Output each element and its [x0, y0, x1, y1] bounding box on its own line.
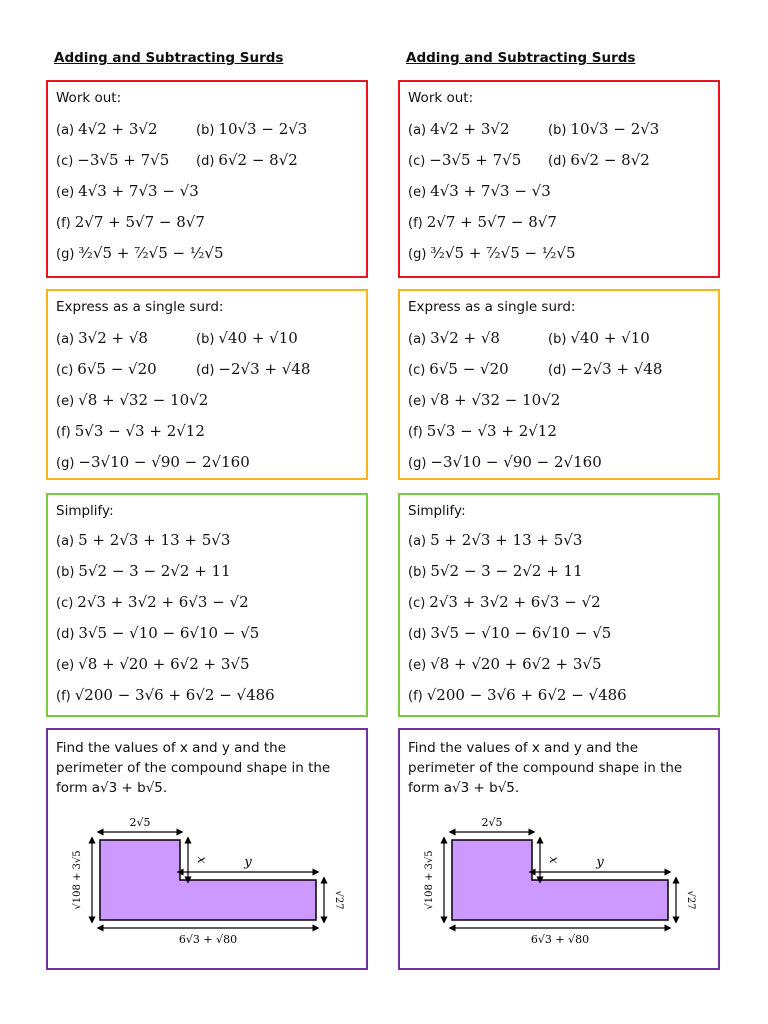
question-expression: 5 + 2√3 + 13 + 5√3: [430, 531, 583, 549]
question-expression: 2√3 + 3√2 + 6√3 − √2: [77, 593, 249, 611]
top-dimension-label: 2√5: [481, 816, 503, 829]
question-expression: 5√2 − 3 − 2√2 + 11: [78, 562, 231, 580]
question-label: (g): [408, 456, 427, 471]
compound-shape-diagram: [420, 810, 700, 950]
question-row: [408, 151, 650, 169]
question-label: (f): [408, 216, 423, 231]
question-label: (e): [56, 658, 75, 673]
question-row: [56, 360, 311, 378]
question-label: (c): [408, 596, 426, 611]
work-out-intro: Work out:: [408, 90, 474, 106]
question-expression: 2√7 + 5√7 − 8√7: [74, 213, 205, 231]
question-expression: 6√2 − 8√2: [218, 151, 298, 169]
question-row: [56, 531, 230, 549]
question-expression: 3√2 + √8: [78, 329, 148, 347]
question-row: [408, 593, 601, 611]
question-row: [408, 213, 557, 231]
question-expression: ³⁄₂√5 + ⁷⁄₂√5 − ½√5: [430, 244, 576, 262]
question-label: (d): [196, 154, 215, 169]
work-out-intro: Work out:: [56, 90, 122, 106]
right-dimension-label: √27: [685, 890, 696, 910]
question-expression: 3√5 − √10 − 6√10 − √5: [430, 624, 612, 642]
question-expression: 5√3 − √3 + 2√12: [426, 422, 557, 440]
question-label: (a): [56, 332, 75, 347]
question-expression: 5√3 − √3 + 2√12: [74, 422, 205, 440]
question-expression: √40 + √10: [570, 329, 650, 347]
question-row: [408, 360, 663, 378]
question-label: (a): [408, 332, 427, 347]
worksheet-heading: Adding and Subtracting Surds: [406, 50, 636, 66]
question-expression: 3√2 + √8: [430, 329, 500, 347]
work-out-box: [46, 80, 368, 278]
question-row: [408, 686, 627, 704]
question-row: [408, 655, 602, 673]
question-row: [56, 244, 224, 262]
question-expression: √8 + √20 + 6√2 + 3√5: [78, 655, 250, 673]
question-label: (f): [56, 689, 71, 704]
question-expression: √200 − 3√6 + 6√2 − √486: [74, 686, 275, 704]
question-expression: √40 + √10: [218, 329, 298, 347]
single-surd-intro: Express as a single surd:: [408, 299, 576, 315]
question-expression: 4√2 + 3√2: [78, 120, 158, 138]
question-label: (b): [196, 123, 215, 138]
question-row: [56, 593, 249, 611]
question-label: (b): [196, 332, 215, 347]
question-expression: √200 − 3√6 + 6√2 − √486: [426, 686, 627, 704]
question-label: (e): [408, 394, 427, 409]
question-label: (f): [408, 425, 423, 440]
question-expression: 2√7 + 5√7 − 8√7: [426, 213, 557, 231]
question-label: (g): [56, 456, 75, 471]
question-row: [408, 562, 583, 580]
question-expression: 5 + 2√3 + 13 + 5√3: [78, 531, 231, 549]
question-label: (g): [56, 247, 75, 262]
question-label: (b): [548, 123, 567, 138]
question-label: (c): [56, 596, 74, 611]
l-shape: [100, 840, 316, 920]
question-row: [56, 329, 298, 347]
question-label: (f): [56, 216, 71, 231]
work-out-box: [398, 80, 720, 278]
question-row: [408, 624, 611, 642]
question-expression: 6√2 − 8√2: [570, 151, 650, 169]
question-row: [56, 655, 250, 673]
compound-shape-diagram: [68, 810, 348, 950]
question-row: [408, 244, 576, 262]
question-row: [56, 562, 231, 580]
question-expression: √8 + √20 + 6√2 + 3√5: [430, 655, 602, 673]
bottom-dimension-label: 6√3 + √80: [530, 933, 590, 946]
question-expression: 4√3 + 7√3 − √3: [430, 182, 551, 200]
compound-shape-text: Find the values of x and y and the perimeter of the compound shape in the form a√3 + b√5.: [408, 740, 683, 796]
question-row: [408, 329, 650, 347]
question-label: (g): [408, 247, 427, 262]
question-row: [56, 686, 275, 704]
simplify-box: [46, 493, 368, 717]
compound-shape-box: [46, 728, 368, 970]
worksheet-heading: Adding and Subtracting Surds: [54, 50, 284, 66]
question-row: [56, 422, 205, 440]
y-dimension-label: y: [596, 855, 604, 870]
left-dimension-label: √108 + 3√5: [72, 850, 83, 910]
question-label: (c): [408, 154, 426, 169]
simplify-intro: Simplify:: [408, 503, 466, 519]
question-label: (e): [56, 185, 75, 200]
question-expression: √8 + √32 − 10√2: [430, 391, 561, 409]
compound-shape-box: [398, 728, 720, 970]
question-expression: √8 + √32 − 10√2: [78, 391, 209, 409]
question-expression: 2√3 + 3√2 + 6√3 − √2: [429, 593, 601, 611]
question-label: (c): [408, 363, 426, 378]
question-expression: −2√3 + √48: [218, 360, 311, 378]
question-label: (e): [408, 658, 427, 673]
question-expression: −3√5 + 7√5: [429, 151, 522, 169]
question-row: [408, 422, 557, 440]
question-label: (c): [56, 363, 74, 378]
question-label: (b): [56, 565, 75, 580]
question-row: [408, 391, 560, 409]
question-row: [408, 453, 602, 471]
y-dimension-label: y: [244, 855, 252, 870]
question-expression: −3√10 − √90 − 2√160: [78, 453, 250, 471]
bottom-dimension-label: 6√3 + √80: [178, 933, 238, 946]
question-row: [408, 531, 582, 549]
single-surd-box: [46, 289, 368, 480]
question-label: (a): [408, 123, 427, 138]
question-label: (d): [408, 627, 427, 642]
question-expression: 6√5 − √20: [77, 360, 157, 378]
question-label: (b): [548, 332, 567, 347]
question-expression: 10√3 − 2√3: [218, 120, 308, 138]
question-row: [408, 120, 660, 138]
question-expression: 3√5 − √10 − 6√10 − √5: [78, 624, 260, 642]
question-label: (f): [408, 689, 423, 704]
single-surd-box: [398, 289, 720, 480]
l-shape: [452, 840, 668, 920]
single-surd-intro: Express as a single surd:: [56, 299, 224, 315]
question-expression: 4√3 + 7√3 − √3: [78, 182, 199, 200]
question-expression: 6√5 − √20: [429, 360, 509, 378]
question-row: [56, 453, 250, 471]
question-label: (f): [56, 425, 71, 440]
question-expression: −3√5 + 7√5: [77, 151, 170, 169]
question-expression: ³⁄₂√5 + ⁷⁄₂√5 − ½√5: [78, 244, 224, 262]
question-expression: 10√3 − 2√3: [570, 120, 660, 138]
compound-shape-text: Find the values of x and y and the perimeter of the compound shape in the form a√3 + b√5.: [56, 740, 331, 796]
question-row: [56, 120, 308, 138]
left-dimension-label: √108 + 3√5: [424, 850, 435, 910]
question-label: (c): [56, 154, 74, 169]
question-row: [56, 182, 199, 200]
question-label: (e): [56, 394, 75, 409]
question-label: (a): [408, 534, 427, 549]
question-label: (d): [548, 154, 567, 169]
question-expression: 4√2 + 3√2: [430, 120, 510, 138]
question-label: (b): [408, 565, 427, 580]
simplify-box: [398, 493, 720, 717]
question-label: (d): [548, 363, 567, 378]
question-expression: −2√3 + √48: [570, 360, 663, 378]
question-row: [56, 624, 259, 642]
question-row: [56, 391, 208, 409]
question-row: [56, 151, 298, 169]
question-label: (d): [196, 363, 215, 378]
question-label: (a): [56, 123, 75, 138]
right-dimension-label: √27: [333, 890, 344, 910]
x-dimension-label: x: [195, 856, 209, 864]
question-expression: 5√2 − 3 − 2√2 + 11: [430, 562, 583, 580]
simplify-intro: Simplify:: [56, 503, 114, 519]
x-dimension-label: x: [547, 856, 561, 864]
top-dimension-label: 2√5: [129, 816, 151, 829]
question-row: [408, 182, 551, 200]
question-label: (e): [408, 185, 427, 200]
question-label: (d): [56, 627, 75, 642]
question-label: (a): [56, 534, 75, 549]
question-expression: −3√10 − √90 − 2√160: [430, 453, 602, 471]
question-row: [56, 213, 205, 231]
